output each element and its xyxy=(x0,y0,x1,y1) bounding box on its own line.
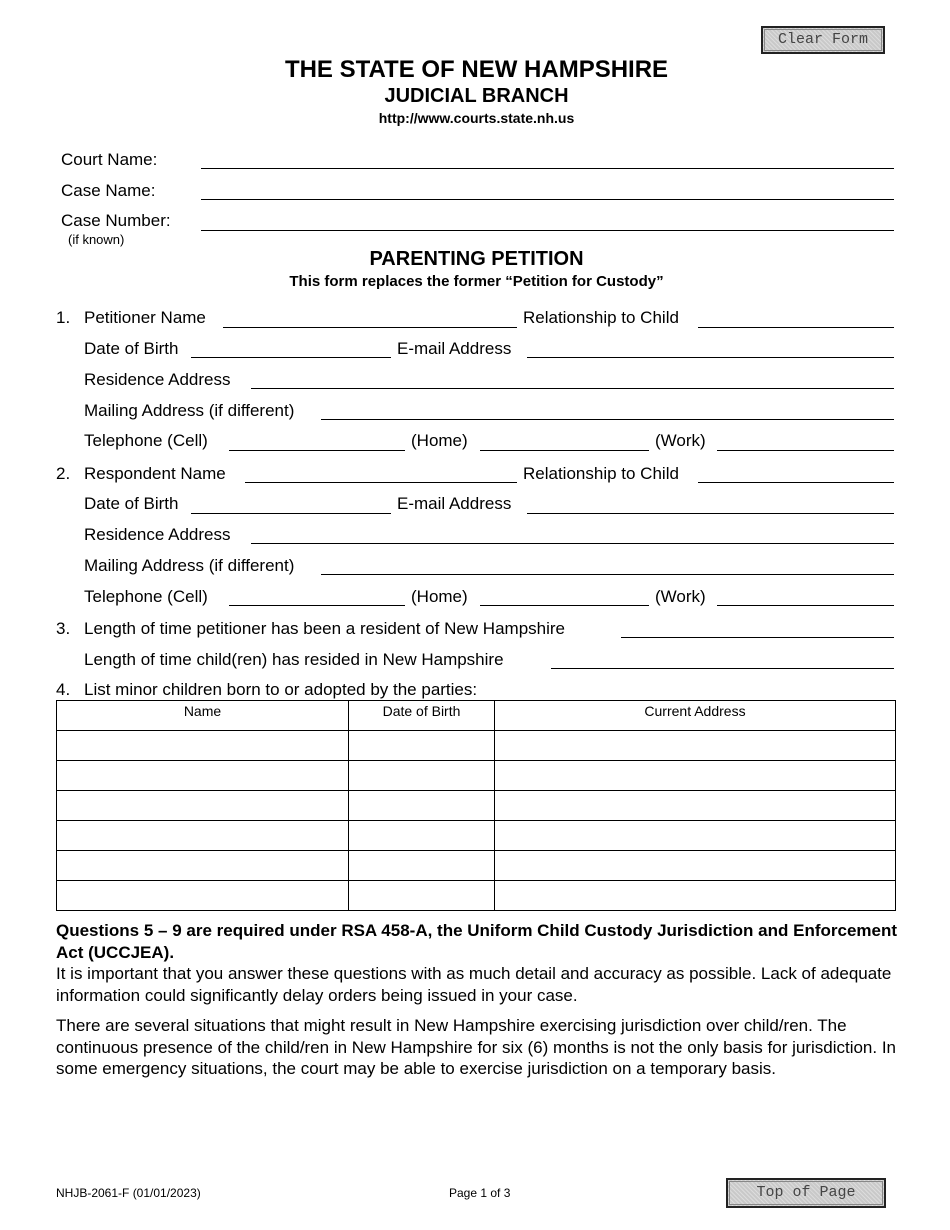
petitioner-mailing-field[interactable] xyxy=(321,403,894,420)
if-known-note: (if known) xyxy=(68,232,125,247)
petitioner-work-label: (Work) xyxy=(655,431,706,450)
child-name-cell[interactable] xyxy=(57,881,349,911)
petitioner-home-field[interactable] xyxy=(480,434,649,451)
form-id: NHJB-2061-F (01/01/2023) xyxy=(56,1186,201,1200)
respondent-email-label: E-mail Address xyxy=(397,494,512,513)
table-header-row xyxy=(57,701,896,731)
petitioner-relationship-field[interactable] xyxy=(698,311,894,328)
petitioner-residency-label: Length of time petitioner has been a resident of New Hampshire xyxy=(84,619,565,638)
respondent-name-label: Respondent Name xyxy=(84,464,226,483)
form-subtitle: This form replaces the former “Petition for Custody” xyxy=(289,273,664,290)
column-header-address: Current Address xyxy=(495,701,896,731)
respondent-email-field[interactable] xyxy=(527,497,894,514)
respondent-cell-label: Telephone (Cell) xyxy=(84,587,208,606)
petitioner-cell-label: Telephone (Cell) xyxy=(84,431,208,450)
petitioner-work-field[interactable] xyxy=(717,434,894,451)
respondent-mailing-field[interactable] xyxy=(321,558,894,575)
item-number-2: 2. xyxy=(56,464,71,483)
petitioner-relationship-label: Relationship to Child xyxy=(523,308,679,327)
petitioner-home-label: (Home) xyxy=(411,431,468,450)
child-address-cell[interactable] xyxy=(495,851,896,881)
petitioner-email-field[interactable] xyxy=(527,341,894,358)
form-title: PARENTING PETITION xyxy=(369,248,584,270)
column-header-name: Name xyxy=(57,701,349,731)
child-name-cell[interactable] xyxy=(57,851,349,881)
case-number-field[interactable] xyxy=(201,214,894,231)
child-dob-cell[interactable] xyxy=(349,761,495,791)
petitioner-mailing-label: Mailing Address (if different) xyxy=(84,401,295,420)
child-name-cell[interactable] xyxy=(57,731,349,761)
top-of-page-button[interactable]: Top of Page xyxy=(726,1178,886,1208)
child-dob-cell[interactable] xyxy=(349,791,495,821)
table-row xyxy=(57,761,896,791)
respondent-dob-label: Date of Birth xyxy=(84,494,179,513)
children-residency-field[interactable] xyxy=(551,652,894,669)
respondent-cell-field[interactable] xyxy=(229,589,405,606)
case-number-label: Case Number: xyxy=(61,211,171,230)
petitioner-cell-field[interactable] xyxy=(229,434,405,451)
uccjea-paragraph-1: It is important that you answer these questions with as much detail and accuracy as possible. Lack of adequate information could significantly delay orders being issued in your case. xyxy=(56,964,892,1005)
children-residency-label: Length of time child(ren) has resided in New Hampshire xyxy=(84,650,504,669)
petitioner-name-label: Petitioner Name xyxy=(84,308,206,327)
item-number-3: 3. xyxy=(56,619,71,638)
table-row xyxy=(57,821,896,851)
respondent-residence-label: Residence Address xyxy=(84,525,231,544)
petitioner-residence-label: Residence Address xyxy=(84,370,231,389)
column-header-dob: Date of Birth xyxy=(349,701,495,731)
case-name-label: Case Name: xyxy=(61,181,156,200)
court-name-label: Court Name: xyxy=(61,150,158,169)
petitioner-residency-field[interactable] xyxy=(621,621,894,638)
respondent-home-field[interactable] xyxy=(480,589,649,606)
child-dob-cell[interactable] xyxy=(349,731,495,761)
page-number: Page 1 of 3 xyxy=(449,1186,511,1200)
child-address-cell[interactable] xyxy=(495,761,896,791)
children-list-label: List minor children born to or adopted by the parties: xyxy=(84,680,478,699)
uccjea-heading: Questions 5 – 9 are required under RSA 458-A, the Uniform Child Custody Jurisdiction and Enforcement Act (UCCJEA). xyxy=(56,921,898,962)
item-number-1: 1. xyxy=(56,308,71,327)
child-dob-cell[interactable] xyxy=(349,821,495,851)
clear-form-button[interactable]: Clear Form xyxy=(761,26,885,54)
child-dob-cell[interactable] xyxy=(349,851,495,881)
child-address-cell[interactable] xyxy=(495,791,896,821)
respondent-name-field[interactable] xyxy=(245,466,517,483)
respondent-relationship-field[interactable] xyxy=(698,466,894,483)
child-dob-cell[interactable] xyxy=(349,881,495,911)
court-url: http://www.courts.state.nh.us xyxy=(378,110,575,126)
petitioner-email-label: E-mail Address xyxy=(397,339,512,358)
item-number-4: 4. xyxy=(56,680,71,699)
respondent-residence-field[interactable] xyxy=(251,527,894,544)
branch-title: JUDICIAL BRANCH xyxy=(384,85,569,107)
child-address-cell[interactable] xyxy=(495,731,896,761)
child-name-cell[interactable] xyxy=(57,821,349,851)
child-address-cell[interactable] xyxy=(495,881,896,911)
case-name-field[interactable] xyxy=(201,183,894,200)
respondent-dob-field[interactable] xyxy=(191,497,391,514)
child-name-cell[interactable] xyxy=(57,791,349,821)
petitioner-dob-field[interactable] xyxy=(191,341,391,358)
child-name-cell[interactable] xyxy=(57,761,349,791)
table-row xyxy=(57,881,896,911)
petitioner-name-field[interactable] xyxy=(223,311,517,328)
petitioner-residence-field[interactable] xyxy=(251,372,894,389)
respondent-work-label: (Work) xyxy=(655,587,706,606)
respondent-mailing-label: Mailing Address (if different) xyxy=(84,556,295,575)
state-title: THE STATE OF NEW HAMPSHIRE xyxy=(284,56,669,83)
respondent-relationship-label: Relationship to Child xyxy=(523,464,679,483)
table-row xyxy=(57,791,896,821)
respondent-work-field[interactable] xyxy=(717,589,894,606)
court-name-field[interactable] xyxy=(201,152,894,169)
respondent-home-label: (Home) xyxy=(411,587,468,606)
petitioner-dob-label: Date of Birth xyxy=(84,339,179,358)
uccjea-paragraph-2: There are several situations that might result in New Hampshire exercising jurisdiction over child/ren. The continuous presence of the child/ren in New Hampshire for six (6) months is not the only basis for jurisdiction. In some emergency situations, the court may be able to exercise jurisdiction on a temporary basis. xyxy=(56,1016,897,1078)
children-table xyxy=(56,700,896,911)
table-row xyxy=(57,731,896,761)
table-row xyxy=(57,851,896,881)
child-address-cell[interactable] xyxy=(495,821,896,851)
